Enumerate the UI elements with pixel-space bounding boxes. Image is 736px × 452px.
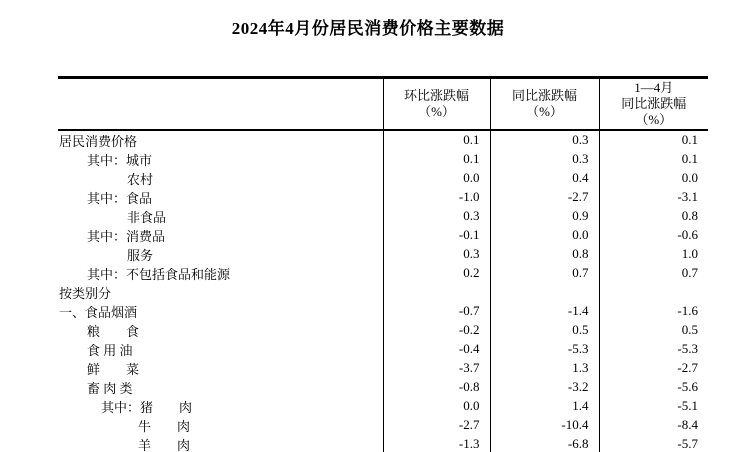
row-label: 粮 食 (87, 323, 140, 339)
row-value: -0.4 (383, 340, 490, 359)
table-row (58, 378, 708, 397)
row-label: 按类别分 (59, 285, 112, 301)
table-row (58, 188, 708, 207)
row-label: 羊 肉 (138, 437, 191, 452)
table-row (58, 283, 708, 302)
row-value: 0.0 (490, 226, 599, 245)
row-value: -8.4 (599, 416, 708, 435)
header-row (58, 78, 708, 130)
table-row (58, 207, 708, 226)
row-value: -6.8 (490, 435, 599, 452)
row-label: 其中：不包括食品和能源 (87, 266, 231, 282)
col-header-yoy (490, 78, 599, 130)
col-header-yoy-line1: 同比涨跌幅 (511, 87, 577, 103)
row-label: 服务 (127, 247, 154, 263)
row-value: 0.4 (490, 169, 599, 188)
row-value (599, 283, 708, 302)
row-value: -3.2 (490, 378, 599, 397)
row-value: 0.9 (490, 207, 599, 226)
row-label: 其中：食品 (87, 190, 153, 206)
table-row (58, 321, 708, 340)
page-title: 2024年4月份居民消费价格主要数据 (231, 19, 505, 38)
row-value: -5.3 (599, 340, 708, 359)
table-row (58, 416, 708, 435)
row-value: 0.0 (383, 169, 490, 188)
row-value: 1.3 (490, 359, 599, 378)
col-header-mom-line2: （%） (418, 103, 455, 119)
row-value: 1.4 (490, 397, 599, 416)
row-value: 0.8 (599, 207, 708, 226)
col-header-ytd-yoy-line2: 同比涨跌幅 (621, 95, 687, 111)
row-value: 0.1 (383, 150, 490, 169)
row-label: 一、食品烟酒 (59, 304, 138, 320)
cpi-table-container (58, 76, 708, 452)
row-value: -0.7 (383, 302, 490, 321)
table-row (58, 340, 708, 359)
row-value: -0.2 (383, 321, 490, 340)
row-value: -1.4 (490, 302, 599, 321)
row-value: 1.0 (599, 245, 708, 264)
row-value: -5.6 (599, 378, 708, 397)
col-header-mom-line1: 环比涨跌幅 (403, 87, 469, 103)
row-value: -0.8 (383, 378, 490, 397)
row-value: -0.6 (599, 226, 708, 245)
row-value: 0.3 (490, 130, 599, 150)
cpi-table (58, 76, 708, 452)
row-label: 其中：猪 肉 (101, 399, 193, 415)
table-row (58, 169, 708, 188)
table-body (58, 130, 708, 452)
row-label: 鲜 菜 (87, 361, 140, 377)
row-value: -1.3 (383, 435, 490, 452)
col-header-ytd-yoy-line1: 1—4月 (634, 79, 674, 95)
row-label: 农村 (127, 171, 154, 187)
col-header-yoy-line2: （%） (526, 103, 563, 119)
table-row (58, 150, 708, 169)
row-value: 0.3 (383, 207, 490, 226)
row-value: -2.7 (383, 416, 490, 435)
row-value: 0.0 (383, 397, 490, 416)
row-value: 0.7 (599, 264, 708, 283)
row-value: 0.5 (490, 321, 599, 340)
col-header-category (58, 78, 383, 130)
table-row (58, 226, 708, 245)
row-value: -2.7 (490, 188, 599, 207)
row-value: -0.1 (383, 226, 490, 245)
row-label: 居民消费价格 (59, 133, 138, 149)
col-header-mom (383, 78, 490, 130)
table-row (58, 359, 708, 378)
row-value: 0.3 (490, 150, 599, 169)
row-value: 0.7 (490, 264, 599, 283)
table-row (58, 130, 708, 150)
row-value (490, 283, 599, 302)
table-row (58, 435, 708, 452)
row-value: -1.0 (383, 188, 490, 207)
row-value: -2.7 (599, 359, 708, 378)
row-value: -5.3 (490, 340, 599, 359)
row-value: -3.1 (599, 188, 708, 207)
table-row (58, 397, 708, 416)
table-row (58, 302, 708, 321)
row-value: -10.4 (490, 416, 599, 435)
row-value (383, 283, 490, 302)
row-value: 0.0 (599, 169, 708, 188)
row-label: 食 用 油 (87, 342, 133, 358)
row-label: 非食品 (127, 209, 167, 225)
row-value: 0.1 (599, 150, 708, 169)
row-label: 畜 肉 类 (87, 380, 133, 396)
row-value: -5.7 (599, 435, 708, 452)
table-row (58, 245, 708, 264)
row-value: 0.1 (599, 130, 708, 150)
row-value: 0.1 (383, 130, 490, 150)
row-label: 其中：城市 (87, 152, 153, 168)
col-header-ytd-yoy (599, 78, 708, 130)
row-label: 其中：消费品 (87, 228, 166, 244)
row-value: 0.2 (383, 264, 490, 283)
row-value: 0.3 (383, 245, 490, 264)
table-row (58, 264, 708, 283)
col-header-ytd-yoy-line3: （%） (635, 111, 673, 127)
row-value: -3.7 (383, 359, 490, 378)
row-value: -5.1 (599, 397, 708, 416)
row-label: 牛 肉 (138, 418, 191, 434)
row-value: 0.5 (599, 321, 708, 340)
row-value: 0.8 (490, 245, 599, 264)
row-value: -1.6 (599, 302, 708, 321)
